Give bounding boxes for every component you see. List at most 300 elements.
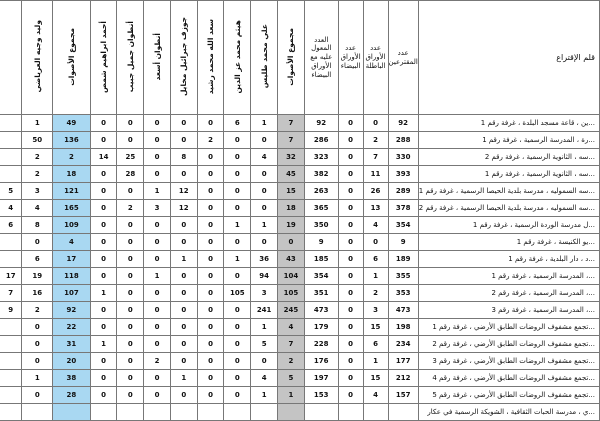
list-total-cell: 105: [278, 285, 305, 302]
counted-cell: 473: [304, 302, 338, 319]
blank-cell: 0: [338, 387, 363, 404]
list2-total-cell: 118: [53, 268, 91, 285]
blank-cell: 0: [338, 166, 363, 183]
extra-cell: [0, 234, 22, 251]
candidate-vote-cell: 0: [90, 200, 117, 217]
candidate-vote-cell: 0: [117, 268, 144, 285]
list2-candidate-cell: 50: [22, 132, 53, 149]
blank-cell: 0: [338, 234, 363, 251]
counted-cell: 350: [304, 217, 338, 234]
invalid-cell: 1: [363, 268, 388, 285]
candidate-vote-cell: 0: [224, 166, 251, 183]
list2-candidate-cell: 2: [22, 166, 53, 183]
registered-cell: 393: [388, 166, 418, 183]
invalid-cell: 11: [363, 166, 388, 183]
candidate-vote-cell: 1: [90, 336, 117, 353]
center-cell: ...ل مدرسة الوردة الرسمية ، غرفة رقم 1: [418, 217, 599, 234]
center-cell: ...تجمع مشفوف الروضات الطابق الأرضي ، غرفة رقم 4: [418, 370, 599, 387]
candidate-vote-cell: 0: [197, 166, 224, 183]
candidate-vote-cell: 0: [170, 353, 197, 370]
candidate-vote-cell: 0: [251, 353, 278, 370]
header-candidate: أحمد ابراهيم شمص: [90, 1, 117, 115]
candidate-vote-cell: [144, 404, 171, 421]
list2-total-cell: [53, 404, 91, 421]
registered-cell: 212: [388, 370, 418, 387]
candidate-vote-cell: 0: [251, 200, 278, 217]
list2-total-cell: 49: [53, 115, 91, 132]
invalid-cell: 0: [363, 115, 388, 132]
candidate-vote-cell: 0: [117, 319, 144, 336]
table-row: [0, 370, 600, 387]
registered-cell: 177: [388, 353, 418, 370]
candidate-vote-cell: 36: [251, 251, 278, 268]
candidate-vote-cell: [251, 404, 278, 421]
candidate-vote-cell: [117, 404, 144, 421]
candidate-vote-cell: 0: [117, 285, 144, 302]
header-row: [0, 1, 600, 115]
blank-cell: [338, 404, 363, 421]
invalid-cell: 7: [363, 149, 388, 166]
center-cell: ...تجمع مشفوف الروضات الطابق الأرضي ، غرفة رقم 2: [418, 336, 599, 353]
blank-cell: 0: [338, 302, 363, 319]
extra-cell: 17: [0, 268, 22, 285]
header-counted: العدد المعول عليه مع الأوراق البيضاء: [304, 1, 338, 115]
list2-total-cell: 2: [53, 149, 91, 166]
blank-cell: 0: [338, 149, 363, 166]
center-cell: ...سه السموليه ، مدرسة بلدية الحيصا الرسمية ، غرفة رقم 1: [418, 183, 599, 200]
invalid-cell: 6: [363, 336, 388, 353]
candidate-vote-cell: 0: [90, 370, 117, 387]
blank-cell: 0: [338, 319, 363, 336]
extra-cell: [0, 115, 22, 132]
counted-cell: 382: [304, 166, 338, 183]
candidate-vote-cell: 1: [170, 251, 197, 268]
candidate-vote-cell: 1: [251, 217, 278, 234]
list2-total-cell: 165: [53, 200, 91, 217]
header-blank: عدد الأوراق البيضاء: [338, 1, 363, 115]
list-total-cell: 15: [278, 183, 305, 200]
invalid-cell: 26: [363, 183, 388, 200]
candidate-vote-cell: 1: [224, 217, 251, 234]
center-cell: ...سه ، الثانوية الرسمية ، غرفة رقم 1: [418, 166, 599, 183]
invalid-cell: 6: [363, 251, 388, 268]
candidate-vote-cell: 0: [117, 302, 144, 319]
candidate-vote-cell: 1: [251, 387, 278, 404]
list-total-cell: 245: [278, 302, 305, 319]
candidate-vote-cell: 94: [251, 268, 278, 285]
invalid-cell: 13: [363, 200, 388, 217]
counted-cell: 179: [304, 319, 338, 336]
candidate-vote-cell: 0: [144, 302, 171, 319]
list2-candidate-cell: 1: [22, 370, 53, 387]
blank-cell: 0: [338, 285, 363, 302]
blank-cell: 0: [338, 217, 363, 234]
candidate-vote-cell: 0: [90, 115, 117, 132]
candidate-vote-cell: 0: [251, 166, 278, 183]
table-row: [0, 353, 600, 370]
list2-total-cell: 136: [53, 132, 91, 149]
center-cell: ...يو الكنيسة ، غرفة رقم 1: [418, 234, 599, 251]
candidate-vote-cell: 0: [170, 285, 197, 302]
table-row: [0, 302, 600, 319]
candidate-vote-cell: 0: [144, 132, 171, 149]
candidate-vote-cell: 0: [90, 166, 117, 183]
candidate-vote-cell: 0: [90, 302, 117, 319]
counted-cell: 185: [304, 251, 338, 268]
header-candidate: جوزف جبرائيل مخايل: [170, 1, 197, 115]
counted-cell: [304, 404, 338, 421]
blank-cell: 0: [338, 251, 363, 268]
invalid-cell: 15: [363, 319, 388, 336]
candidate-vote-cell: 12: [170, 183, 197, 200]
candidate-vote-cell: 0: [251, 132, 278, 149]
counted-cell: 9: [304, 234, 338, 251]
candidate-vote-cell: 0: [170, 132, 197, 149]
extra-cell: [0, 336, 22, 353]
list2-total-cell: 109: [53, 217, 91, 234]
list-total-cell: 7: [278, 336, 305, 353]
candidate-vote-cell: 0: [224, 387, 251, 404]
registered-cell: 189: [388, 251, 418, 268]
candidate-vote-cell: 2: [144, 353, 171, 370]
registered-cell: 289: [388, 183, 418, 200]
candidate-vote-cell: 0: [224, 183, 251, 200]
candidate-vote-cell: 0: [197, 217, 224, 234]
header-candidate: أنطوان جميل جبيب: [117, 1, 144, 115]
extra-cell: [0, 353, 22, 370]
candidate-vote-cell: 0: [144, 115, 171, 132]
center-cell: ...، المدرسة الرسمية ، غرفة رقم 1: [418, 268, 599, 285]
candidate-vote-cell: 25: [117, 149, 144, 166]
center-cell: ...ين ، قاعة مسجد البلدة ، غرفة رقم 1: [418, 115, 599, 132]
candidate-vote-cell: 0: [197, 268, 224, 285]
candidate-vote-cell: [197, 404, 224, 421]
extra-cell: [0, 251, 22, 268]
header-invalid: عدد الأوراق الباطلة: [363, 1, 388, 115]
candidate-vote-cell: 0: [170, 302, 197, 319]
counted-cell: 354: [304, 268, 338, 285]
invalid-cell: 4: [363, 217, 388, 234]
candidate-vote-cell: 0: [144, 217, 171, 234]
list2-total-cell: 92: [53, 302, 91, 319]
candidate-vote-cell: 0: [197, 387, 224, 404]
list-total-cell: 104: [278, 268, 305, 285]
list-total-cell: 32: [278, 149, 305, 166]
table-row: [0, 268, 600, 285]
list-total-cell: 4: [278, 319, 305, 336]
candidate-vote-cell: 0: [170, 268, 197, 285]
center-cell: ...تجمع مشفوف الروضات الطابق الأرضي ، غرفة رقم 1: [418, 319, 599, 336]
header-candidate: علي محمد طليس: [251, 1, 278, 115]
candidate-vote-cell: 0: [224, 319, 251, 336]
candidate-vote-cell: 105: [224, 285, 251, 302]
list2-candidate-cell: 6: [22, 251, 53, 268]
list-total-cell: 1: [278, 387, 305, 404]
list2-candidate-cell: 0: [22, 387, 53, 404]
candidate-vote-cell: 1: [144, 183, 171, 200]
center-cell: ...رة ، المدرسة الرسمية ، غرفة رقم 1: [418, 132, 599, 149]
candidate-vote-cell: 3: [144, 200, 171, 217]
list-total-cell: 45: [278, 166, 305, 183]
candidate-vote-cell: 0: [197, 370, 224, 387]
candidate-vote-cell: 0: [224, 149, 251, 166]
list-total-cell: [278, 404, 305, 421]
counted-cell: 228: [304, 336, 338, 353]
candidate-vote-cell: 0: [117, 387, 144, 404]
registered-cell: 473: [388, 302, 418, 319]
candidate-vote-cell: 0: [90, 234, 117, 251]
candidate-vote-cell: 0: [224, 268, 251, 285]
list2-candidate-cell: 0: [22, 234, 53, 251]
candidate-vote-cell: 0: [144, 166, 171, 183]
candidate-vote-cell: 0: [197, 183, 224, 200]
candidate-vote-cell: 0: [144, 319, 171, 336]
candidate-vote-cell: 0: [90, 387, 117, 404]
candidate-vote-cell: 0: [170, 336, 197, 353]
extra-cell: [0, 370, 22, 387]
list2-candidate-cell: 0: [22, 353, 53, 370]
table-row: [0, 115, 600, 132]
table-row: [0, 319, 600, 336]
registered-cell: 234: [388, 336, 418, 353]
list2-total-cell: 22: [53, 319, 91, 336]
counted-cell: 323: [304, 149, 338, 166]
candidate-vote-cell: 12: [170, 200, 197, 217]
extra-cell: 6: [0, 217, 22, 234]
list2-candidate-cell: 16: [22, 285, 53, 302]
candidate-vote-cell: 4: [251, 370, 278, 387]
center-cell: ...، المدرسة الرسمية ، غرفة رقم 3: [418, 302, 599, 319]
table-row: [0, 234, 600, 251]
candidate-vote-cell: 0: [224, 370, 251, 387]
list2-total-cell: 31: [53, 336, 91, 353]
list2-candidate-cell: 2: [22, 302, 53, 319]
candidate-vote-cell: 0: [117, 370, 144, 387]
center-cell: ...تجمع مشفوف الروضات الطابق الأرضي ، غرفة رقم 3: [418, 353, 599, 370]
counted-cell: 153: [304, 387, 338, 404]
candidate-vote-cell: 0: [90, 251, 117, 268]
candidate-vote-cell: 0: [117, 251, 144, 268]
list2-total-cell: 121: [53, 183, 91, 200]
blank-cell: 0: [338, 115, 363, 132]
list-total-cell: 43: [278, 251, 305, 268]
extra-cell: 9: [0, 302, 22, 319]
candidate-vote-cell: 6: [224, 115, 251, 132]
registered-cell: 353: [388, 285, 418, 302]
registered-cell: 198: [388, 319, 418, 336]
candidate-vote-cell: 2: [197, 132, 224, 149]
candidate-vote-cell: 0: [170, 234, 197, 251]
registered-cell: [388, 404, 418, 421]
candidate-vote-cell: 0: [197, 336, 224, 353]
candidate-vote-cell: 0: [117, 336, 144, 353]
candidate-vote-cell: 3: [251, 285, 278, 302]
list2-total-cell: 38: [53, 370, 91, 387]
candidate-vote-cell: 0: [251, 183, 278, 200]
invalid-cell: 15: [363, 370, 388, 387]
candidate-vote-cell: 241: [251, 302, 278, 319]
candidate-vote-cell: 0: [144, 387, 171, 404]
candidate-vote-cell: 0: [90, 353, 117, 370]
list2-candidate-cell: 3: [22, 183, 53, 200]
candidate-vote-cell: 0: [90, 132, 117, 149]
candidate-vote-cell: 5: [251, 336, 278, 353]
candidate-vote-cell: 0: [224, 200, 251, 217]
table-body: [0, 115, 600, 421]
candidate-vote-cell: 0: [197, 302, 224, 319]
candidate-vote-cell: 0: [251, 234, 278, 251]
extra-cell: [0, 132, 22, 149]
table-row: [0, 166, 600, 183]
registered-cell: 378: [388, 200, 418, 217]
table-row: [0, 404, 600, 421]
list-total-cell: 18: [278, 200, 305, 217]
list2-total-cell: 28: [53, 387, 91, 404]
center-cell: ...، المدرسة الرسمية ، غرفة رقم 2: [418, 285, 599, 302]
header-extra: [0, 1, 22, 115]
table-row: [0, 285, 600, 302]
candidate-vote-cell: 0: [197, 319, 224, 336]
counted-cell: 92: [304, 115, 338, 132]
candidate-vote-cell: 0: [117, 234, 144, 251]
candidate-vote-cell: 0: [90, 217, 117, 234]
candidate-vote-cell: 0: [197, 149, 224, 166]
table-row: [0, 149, 600, 166]
counted-cell: 365: [304, 200, 338, 217]
table-row: [0, 132, 600, 149]
candidate-vote-cell: 0: [144, 234, 171, 251]
candidate-vote-cell: 0: [144, 370, 171, 387]
invalid-cell: 0: [363, 234, 388, 251]
list2-candidate-cell: 8: [22, 217, 53, 234]
list2-total-cell: 18: [53, 166, 91, 183]
candidate-vote-cell: 0: [117, 115, 144, 132]
candidate-vote-cell: 0: [144, 251, 171, 268]
candidate-vote-cell: 0: [224, 353, 251, 370]
candidate-vote-cell: 4: [251, 149, 278, 166]
registered-cell: 157: [388, 387, 418, 404]
center-cell: ...ي ، مدرسة الحبات الثقافية ، الشويكة الرسمية في عكار: [418, 404, 599, 421]
candidate-vote-cell: 1: [251, 115, 278, 132]
list-total-cell: 7: [278, 115, 305, 132]
candidate-vote-cell: 0: [224, 132, 251, 149]
blank-cell: 0: [338, 183, 363, 200]
extra-cell: [0, 319, 22, 336]
candidate-vote-cell: 0: [197, 200, 224, 217]
registered-cell: 330: [388, 149, 418, 166]
candidate-vote-cell: 0: [144, 149, 171, 166]
candidate-vote-cell: 0: [197, 115, 224, 132]
candidate-vote-cell: 1: [90, 285, 117, 302]
blank-cell: 0: [338, 132, 363, 149]
list2-total-cell: 20: [53, 353, 91, 370]
blank-cell: 0: [338, 336, 363, 353]
candidate-vote-cell: 1: [144, 268, 171, 285]
counted-cell: 263: [304, 183, 338, 200]
list2-candidate-cell: 2: [22, 149, 53, 166]
candidate-vote-cell: 0: [117, 353, 144, 370]
candidate-vote-cell: 28: [117, 166, 144, 183]
candidate-vote-cell: 0: [90, 183, 117, 200]
counted-cell: 351: [304, 285, 338, 302]
header-candidate: أنطوان أسعد: [144, 1, 171, 115]
list2-candidate-cell: 1: [22, 115, 53, 132]
candidate-vote-cell: 14: [90, 149, 117, 166]
list2-total-cell: 17: [53, 251, 91, 268]
invalid-cell: 2: [363, 132, 388, 149]
candidate-vote-cell: 0: [90, 319, 117, 336]
invalid-cell: 2: [363, 285, 388, 302]
registered-cell: 9: [388, 234, 418, 251]
invalid-cell: 3: [363, 302, 388, 319]
list-total-cell: 7: [278, 132, 305, 149]
candidate-vote-cell: 0: [170, 319, 197, 336]
candidate-vote-cell: 0: [117, 183, 144, 200]
candidate-vote-cell: 0: [117, 132, 144, 149]
list-total-cell: 2: [278, 353, 305, 370]
extra-cell: [0, 387, 22, 404]
extra-cell: [0, 149, 22, 166]
candidate-vote-cell: 1: [224, 251, 251, 268]
counted-cell: 176: [304, 353, 338, 370]
candidate-vote-cell: 1: [251, 319, 278, 336]
candidate-vote-cell: 0: [224, 234, 251, 251]
candidate-vote-cell: 0: [144, 285, 171, 302]
invalid-cell: [363, 404, 388, 421]
header-list-total: مجموع الأصوات: [278, 1, 305, 115]
extra-cell: 5: [0, 183, 22, 200]
candidate-vote-cell: [90, 404, 117, 421]
counted-cell: 197: [304, 370, 338, 387]
extra-cell: [0, 404, 22, 421]
extra-cell: 4: [0, 200, 22, 217]
candidate-vote-cell: 0: [117, 217, 144, 234]
table-row: [0, 217, 600, 234]
candidate-vote-cell: 0: [197, 285, 224, 302]
invalid-cell: 1: [363, 353, 388, 370]
header-center: قلم الإقتراع: [418, 1, 599, 115]
candidate-vote-cell: 0: [170, 115, 197, 132]
center-cell: ...د ، دار البلدية ، غرفة رقم 1: [418, 251, 599, 268]
candidate-vote-cell: 0: [170, 166, 197, 183]
center-cell: ...سه ، الثانوية الرسمية ، غرفة رقم 2: [418, 149, 599, 166]
header-list2-candidate: وليد وجيه العرياضي: [22, 1, 53, 115]
header-registered: عدد المقترعين: [388, 1, 418, 115]
list2-total-cell: 4: [53, 234, 91, 251]
center-cell: ...تجمع مشفوف الروضات الطابق الأرضي ، غرفة رقم 5: [418, 387, 599, 404]
blank-cell: 0: [338, 370, 363, 387]
list2-candidate-cell: 19: [22, 268, 53, 285]
list2-candidate-cell: 0: [22, 319, 53, 336]
candidate-vote-cell: [170, 404, 197, 421]
candidate-vote-cell: 1: [170, 370, 197, 387]
registered-cell: 354: [388, 217, 418, 234]
extra-cell: 7: [0, 285, 22, 302]
table-row: [0, 336, 600, 353]
candidate-vote-cell: 0: [90, 268, 117, 285]
list2-total-cell: 107: [53, 285, 91, 302]
candidate-vote-cell: 0: [170, 387, 197, 404]
table-row: [0, 251, 600, 268]
table-row: [0, 200, 600, 217]
table-row: [0, 183, 600, 200]
header-candidate: هيثم محمد عز الدين: [224, 1, 251, 115]
list2-candidate-cell: 0: [22, 336, 53, 353]
candidate-vote-cell: 0: [224, 336, 251, 353]
extra-cell: [0, 166, 22, 183]
candidate-vote-cell: 0: [170, 217, 197, 234]
invalid-cell: 4: [363, 387, 388, 404]
